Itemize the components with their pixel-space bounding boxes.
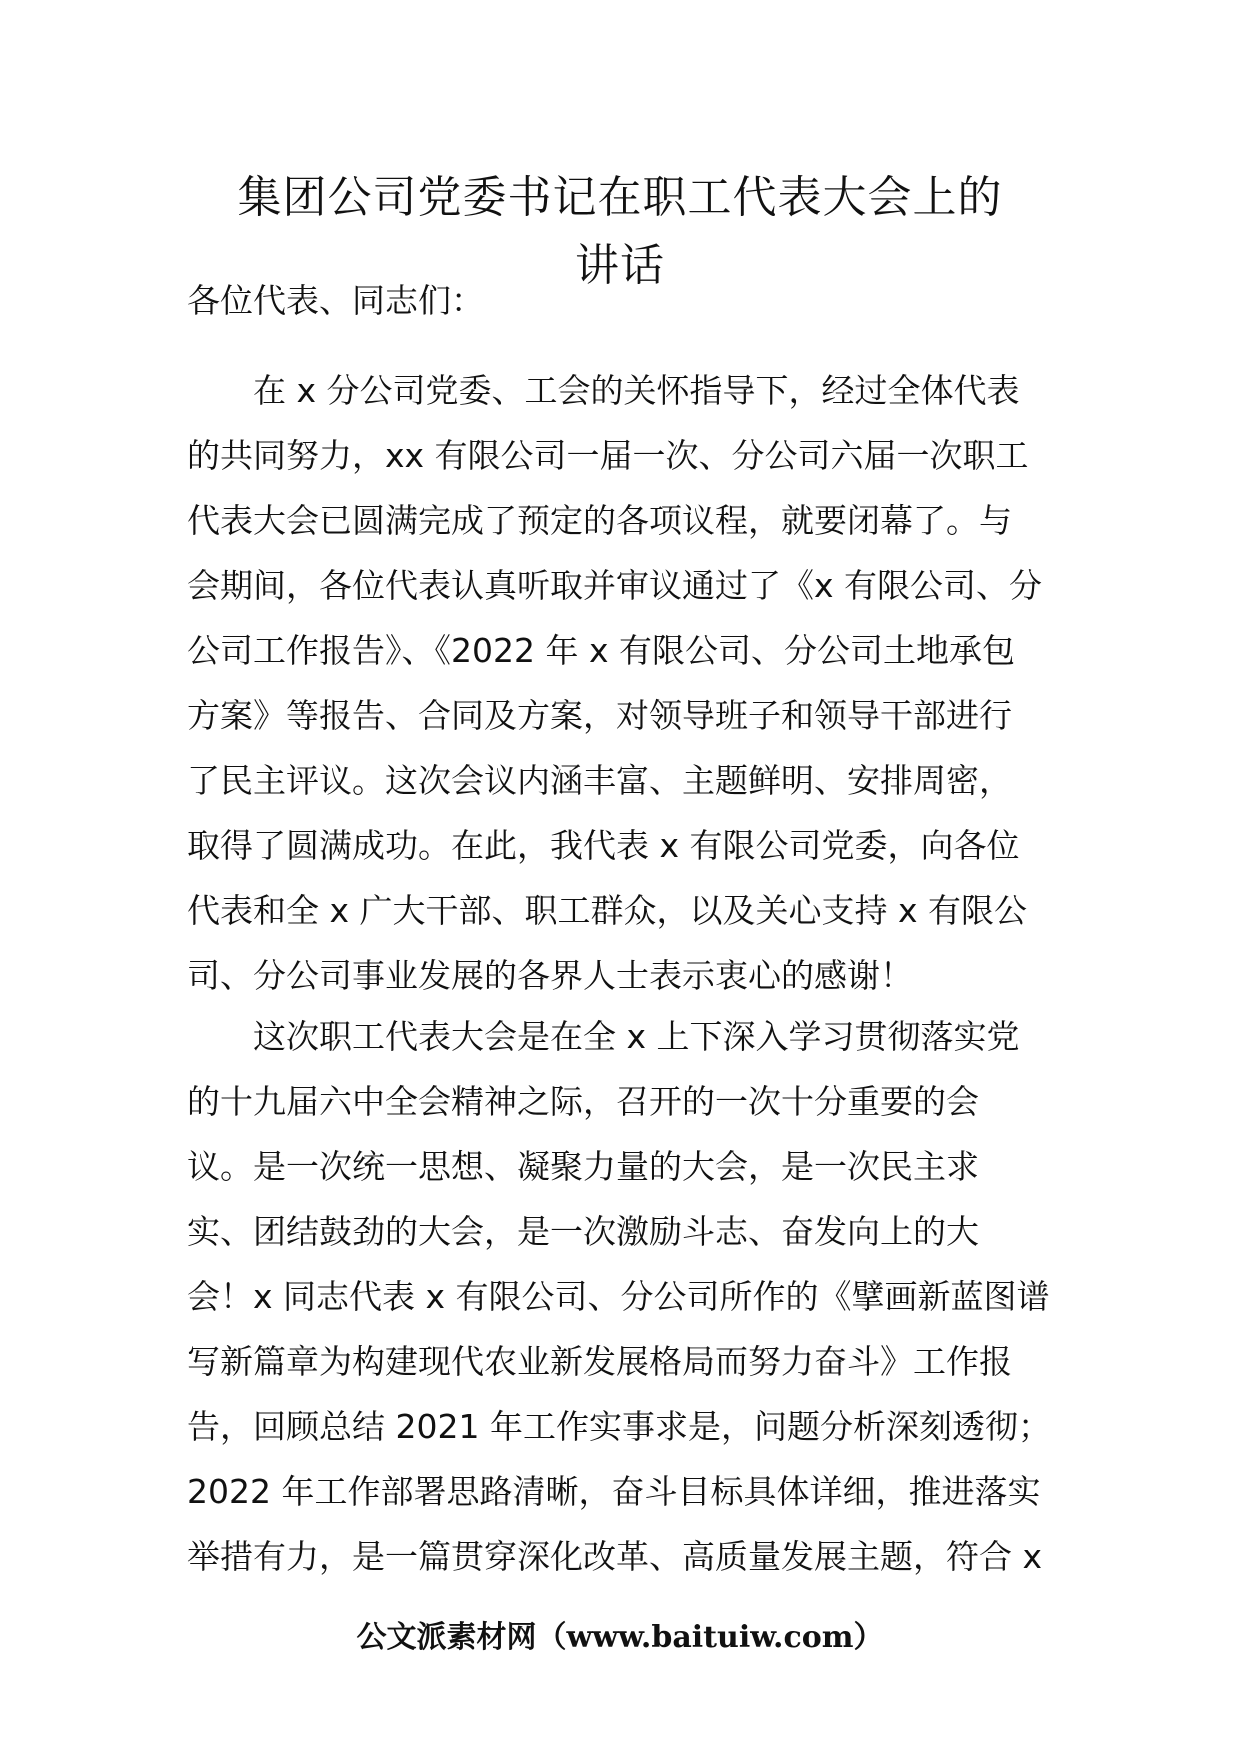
paragraph-line: 2022 年工作部署思路清晰，奋斗目标具体详细，推进落实 bbox=[187, 1472, 1041, 1511]
paragraph-line: 会期间，各位代表认真听取并审议通过了《x 有限公司、分 bbox=[187, 566, 1043, 605]
salutation: 各位代表、同志们： bbox=[187, 281, 484, 320]
paragraph-line: 的共同努力，xx 有限公司一届一次、分公司六届一次职工 bbox=[187, 436, 1029, 475]
paragraph-line: 司、分公司事业发展的各界人士表示衷心的感谢！ bbox=[187, 956, 913, 995]
paragraph-line: 的十九届六中全会精神之际，召开的一次十分重要的会 bbox=[187, 1082, 979, 1121]
document-title-line-1: 集团公司党委书记在职工代表大会上的 bbox=[237, 172, 1003, 223]
paragraph-line: 代表和全 x 广大干部、职工群众，以及关心支持 x 有限公 bbox=[187, 891, 1028, 930]
paragraph-line: 会！x 同志代表 x 有限公司、分公司所作的《擘画新蓝图谱 bbox=[187, 1277, 1050, 1316]
paragraph-2 bbox=[187, 1004, 1067, 1589]
paragraph-line: 取得了圆满成功。在此，我代表 x 有限公司党委，向各位 bbox=[187, 826, 1020, 865]
paragraph-line: 代表大会已圆满完成了预定的各项议程，就要闭幕了。与 bbox=[187, 501, 1012, 540]
footer-watermark: 公文派素材网（www.baituiw.com） bbox=[356, 1620, 884, 1655]
paragraph-line: 议。是一次统一思想、凝聚力量的大会，是一次民主求 bbox=[187, 1147, 979, 1186]
paragraph-line: 了民主评议。这次会议内涵丰富、主题鲜明、安排周密， bbox=[187, 761, 1012, 800]
paragraph-line: 方案》等报告、合同及方案，对领导班子和领导干部进行 bbox=[187, 696, 1012, 735]
paragraph-1 bbox=[187, 358, 1067, 1008]
paragraph-line: 告，回顾总结 2021 年工作实事求是，问题分析深刻透彻； bbox=[187, 1407, 1051, 1446]
document-title-line-2: 讲话 bbox=[575, 240, 665, 291]
paragraph-line: 这次职工代表大会是在全 x 上下深入学习贯彻落实党 bbox=[253, 1017, 1020, 1056]
paragraph-line: 实、团结鼓劲的大会，是一次激励斗志、奋发向上的大 bbox=[187, 1212, 979, 1251]
paragraph-line: 举措有力，是一篇贯穿深化改革、高质量发展主题，符合 x bbox=[187, 1537, 1043, 1576]
paragraph-line: 写新篇章为构建现代农业新发展格局而努力奋斗》工作报 bbox=[187, 1342, 1012, 1381]
paragraph-line: 在 x 分公司党委、工会的关怀指导下，经过全体代表 bbox=[253, 371, 1020, 410]
paragraph-line: 公司工作报告》、《2022 年 x 有限公司、分公司土地承包 bbox=[187, 631, 1015, 670]
